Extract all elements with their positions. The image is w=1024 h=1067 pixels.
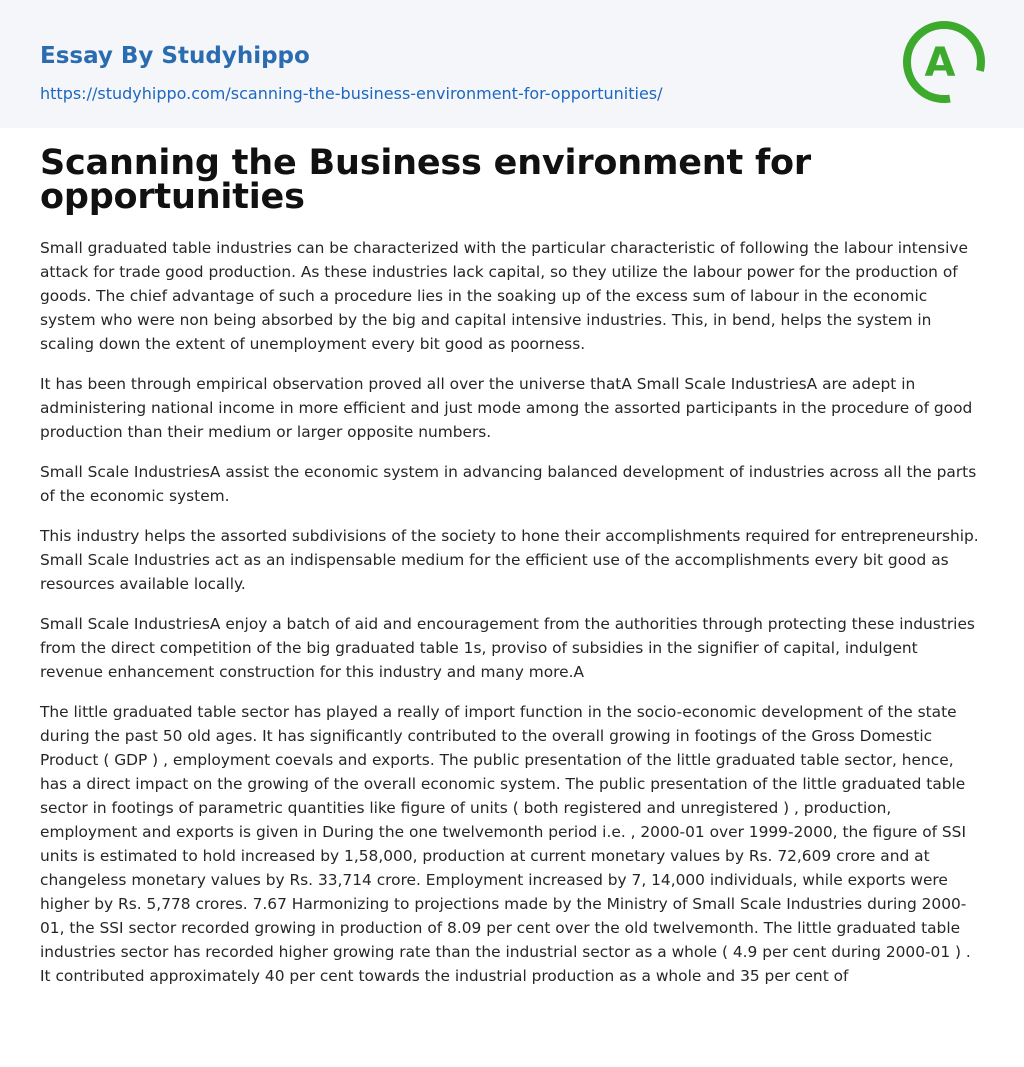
studyhippo-logo-icon[interactable] [900,18,988,106]
essay-paragraph-6: The little graduated table sector has played a really of import function in the socio-economic development of the state during the past 50 old ages. It has significantly contributed to the overall growing in footings of the Gross Domestic Product ( GDP ) , employment coevals and exports. The public presentation of the little graduated table sector, hence, has a direct impact on the growing of the overall economic system. The public presentation of the little graduated table sector in footings of parametric quantities like figure of units ( both registered and unregistered ) , production, employment and exports is given in During the one twelvemonth period i.e. , 2000-01 over 1999-2000, the figure of SSI units is estimated to hold increased by 1,58,000, production at current monetary values by Rs. 72,609 crore and at changeless monetary values by Rs. 33,714 crore. Employment increased by 7, 14,000 individuals, while exports were higher by Rs. 5,778 crores. 7.67 Harmonizing to projections made by the Ministry of Small Scale Industries during 2000-01, the SSI sector recorded growing in production of 8.09 per cent over the old twelvemonth. The little graduated table industries sector has recorded higher growing rate than the industrial sector as a whole ( 4.9 per cent during 2000-01 ) . It contributed approximately 40 per cent towards the industrial production as a whole and 35 per cent of [40,703,971,985]
essay-paragraph-4: This industry helps the assorted subdivisions of the society to hone their accomplishments required for entrepreneurship. Small Scale Industries act as an indispensable medium for the efficient use of the accomplishments every bit good as resources available locally. [40,527,979,593]
essay-paragraph-5: Small Scale IndustriesA enjoy a batch of aid and encouragement from the authorities through protecting these industries from the direct competition of the big graduated table 1s, proviso of subsidies in the signifier of capital, indulgent revenue enhancement construction for this industry and many more.A [40,615,975,681]
essay-paragraph-2: It has been through empirical observation proved all over the universe thatA Small Scale IndustriesA are adept in administering national income in more efficient and just mode among the assorted participants in the procedure of good production than their medium or larger opposite numbers. [40,375,973,441]
essay-paragraph-3: Small Scale IndustriesA assist the economic system in advancing balanced development of industries across all the parts of the economic system. [40,463,977,505]
essay-content [40,143,984,1004]
essay-title: Scanning the Business environment for opportunities [40,143,811,217]
site-header [0,0,1024,128]
site-brand[interactable]: Essay By Studyhippo [40,43,310,69]
logo-letter: A [924,40,956,86]
essay-url-link[interactable]: https://studyhippo.com/scanning-the-business-environment-for-opportunities/ [40,84,663,103]
essay-paragraph-1: Small graduated table industries can be characterized with the particular characteristic of following the labour intensive attack for trade good production. As these industries lack capital, so they utilize the labour power for the production of goods. The chief advantage of such a procedure lies in the soaking up of the excess sum of labour in the economic system who were non being absorbed by the big and capital intensive industries. This, in bend, helps the system in scaling down the extent of unemployment every bit good as poorness. [40,239,968,353]
